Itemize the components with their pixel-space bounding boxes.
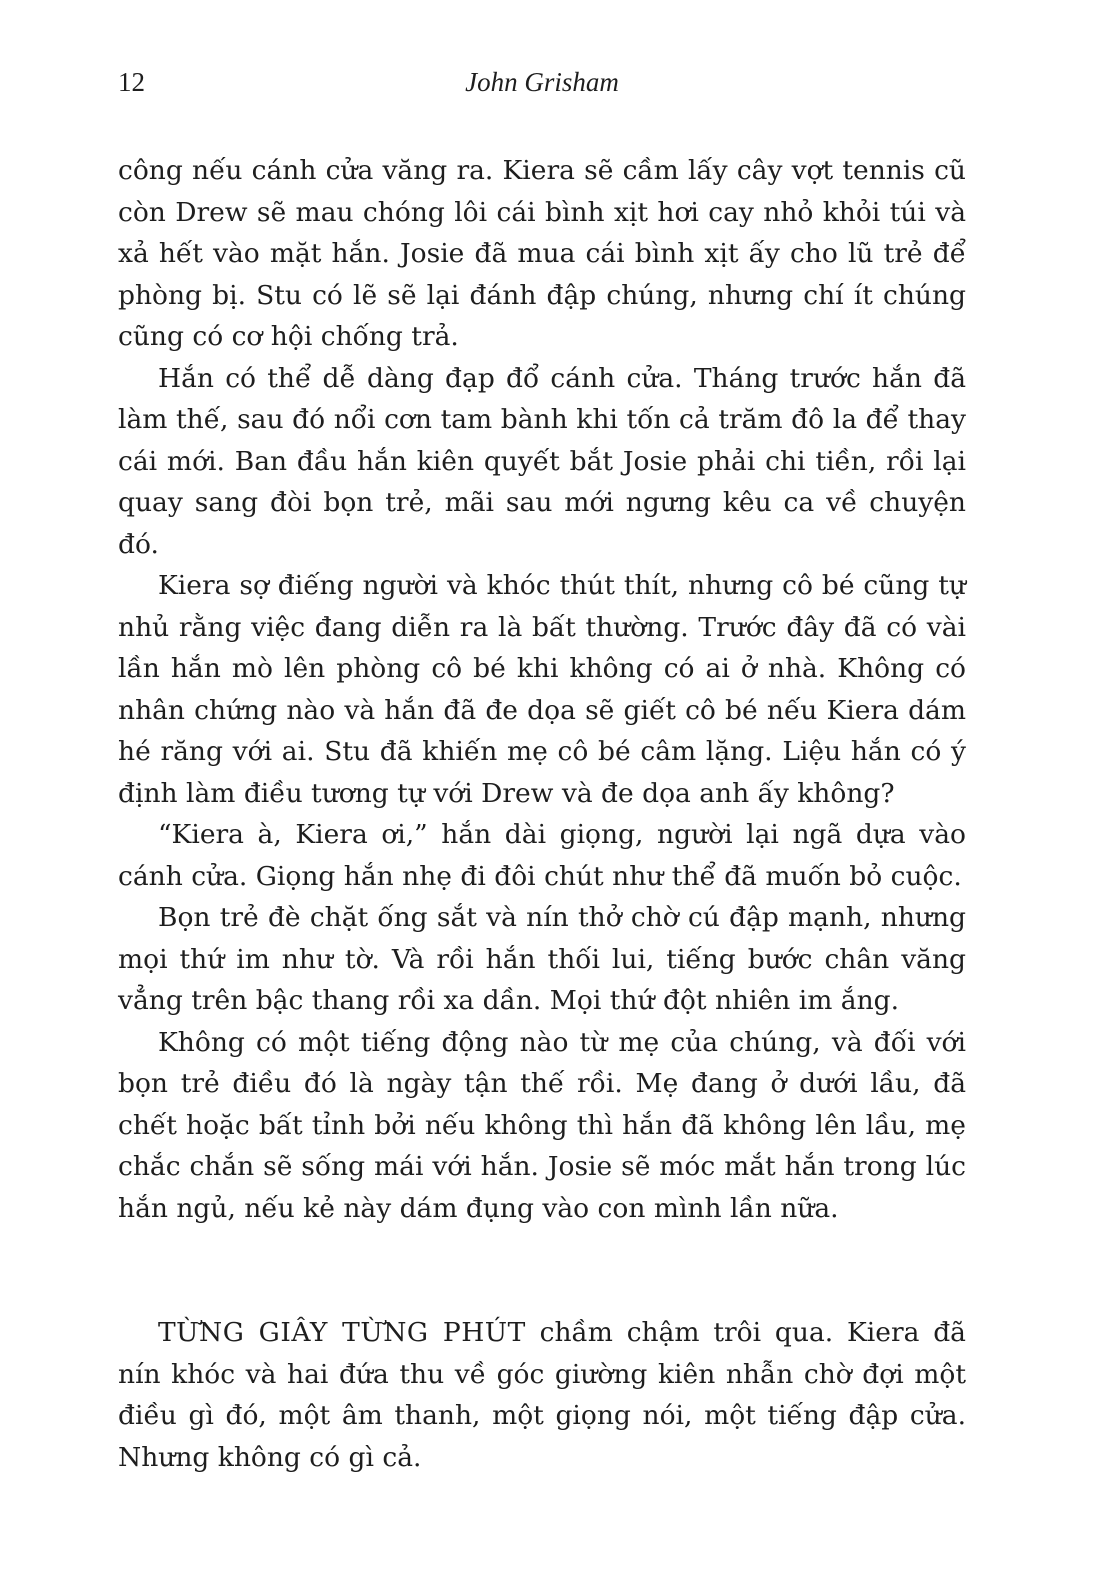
paragraph: Bọn trẻ đè chặt ống sắt và nín thở chờ cú đập mạnh, nhưng mọi thứ im như tờ. Và rồi hắn thối lui, tiếng bước chân văng vẳng trên bậc thang rồi xa dần. Mọi thứ đột nhiên im ắng.	[118, 902, 966, 1016]
running-head	[118, 62, 966, 102]
paragraph: công nếu cánh cửa văng ra. Kiera sẽ cầm lấy cây vợt tennis cũ còn Drew sẽ mau chóng lôi cái bình xịt hơi cay nhỏ khỏi túi và xả hết vào mặt hắn. Josie đã mua cái bình xịt ấy cho lũ trẻ để phòng bị. Stu có lẽ sẽ lại đánh đập chúng, nhưng chí ít chúng cũng có cơ hội chống trả.	[118, 155, 966, 352]
section-text: chầm chậm trôi qua. Kiera đã nín khóc và hai đứa thu về góc giường kiên nhẫn chờ đợi một điều gì đó, một âm thanh, một giọng nói, một tiếng đập cửa. Nhưng không có gì cả.	[118, 1317, 966, 1473]
paragraph: Không có một tiếng động nào từ mẹ của chúng, và đối với bọn trẻ điều đó là ngày tận thế rồi. Mẹ đang ở dưới lầu, đã chết hoặc bất tỉnh bởi nếu không thì hắn đã không lên lầu, mẹ chắc chắn sẽ sống mái với hắn. Josie sẽ móc mắt hắn trong lúc hắn ngủ, nếu kẻ này dám đụng vào con mình lần nữa.	[118, 1026, 966, 1224]
section-paragraph	[118, 1312, 966, 1478]
section-lead-in: TỪNG GIÂY TỪNG PHÚT	[158, 1317, 526, 1348]
paragraph: Hắn có thể dễ dàng đạp đổ cánh cửa. Tháng trước hắn đã làm thế, sau đó nổi cơn tam bành khi tốn cả trăm đô la để thay cái mới. Ban đầu hắn kiên quyết bắt Josie phải chi tiền, rồi lại quay sang đòi bọn trẻ, mãi sau mới ngưng kêu ca về chuyện đó.	[118, 362, 966, 560]
paragraph: Kiera sợ điếng người và khóc thút thít, nhưng cô bé cũng tự nhủ rằng việc đang diễn ra là bất thường. Trước đây đã có vài lần hắn mò lên phòng cô bé khi không có ai ở nhà. Không có nhân chứng nào và hắn đã đe dọa sẽ giết cô bé nếu Kiera dám hé răng với ai. Stu đã khiến mẹ cô bé câm lặng. Liệu hắn có ý định làm điều tương tự với Drew và đe dọa anh ấy không?	[118, 570, 966, 809]
paragraph: “Kiera à, Kiera ơi,” hắn dài giọng, người lại ngã dựa vào cánh cửa. Giọng hắn nhẹ đi đôi chút như thể đã muốn bỏ cuộc.	[118, 819, 966, 892]
running-head-author: John Grisham	[465, 67, 619, 97]
body-text	[118, 150, 966, 1478]
page-number: 12	[118, 67, 145, 97]
section-break	[118, 1229, 966, 1312]
